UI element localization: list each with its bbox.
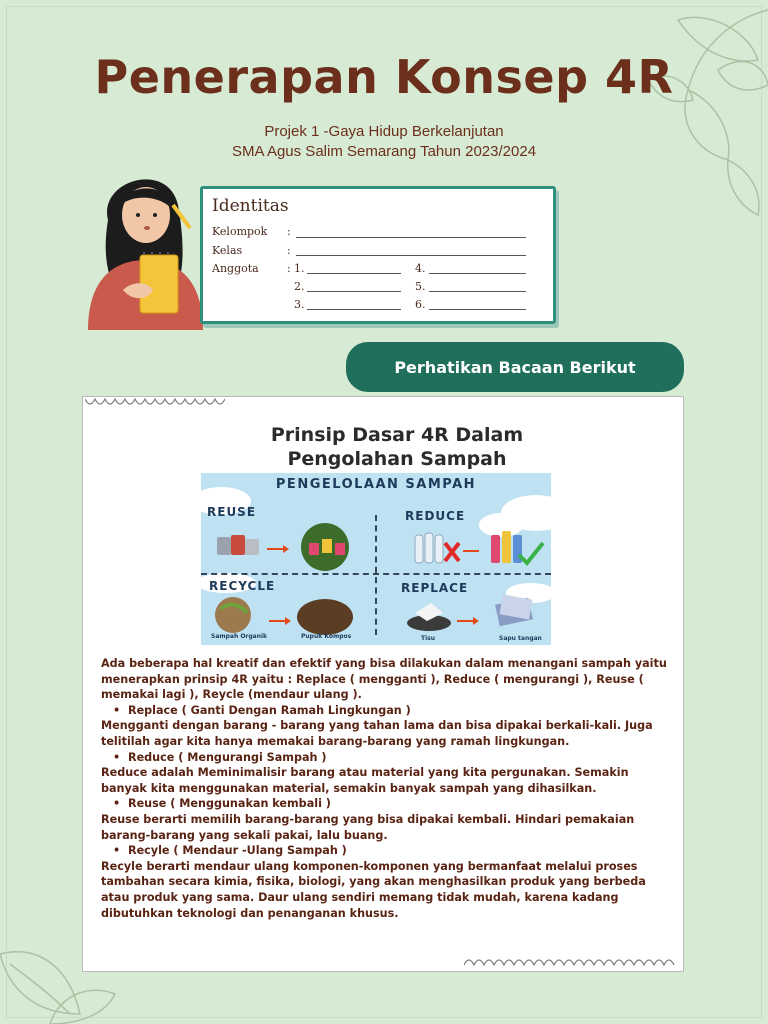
reading-title <box>83 423 683 471</box>
paragraph-recycle: Recyle berarti mendaur ulang komponen-komponen yang bermanfaat melalui proses tambahan secara kimia, fisika, biologi, yang akan menghasilkan produk yang berbeda atau produk yang sama. Daur ulang sendiri memang tidak mudah, karena kadang dibutuhkan teknologi dan penanganan khusus. <box>101 859 646 920</box>
member-field-3[interactable] <box>307 309 401 310</box>
identity-title: Identitas <box>212 196 289 216</box>
reuse-label: REUSE <box>207 505 257 519</box>
reading-body <box>101 656 671 921</box>
caption-handkerchief: Sapu tangan <box>499 635 542 642</box>
paragraph-reuse: Reuse berarti memilih barang-barang yang bisa dipakai kembali. Hindari pemakaian barang-barang yang sekali pakai, lalu buang. <box>101 812 635 842</box>
reduce-label: REDUCE <box>405 509 466 523</box>
members-label: Anggota <box>212 262 259 275</box>
paragraph-intro: Ada beberapa hal kreatif dan efektif yang bisa dilakukan dalam menangani sampah yaitu menerapkan prinsip 4R yaitu : Replace ( mengganti ), Reduce ( mengurangi ), Reuse ( memakai lagi ), Reycle (mendaur ulang ). <box>101 657 667 702</box>
page-subtitle <box>0 122 768 162</box>
page-title: Penerapan Konsep 4R <box>94 50 674 104</box>
replace-label: REPLACE <box>401 581 469 595</box>
members-colon: : <box>287 262 291 275</box>
bullet-reduce: • Reduce ( Mengurangi Sampah ) <box>101 750 671 766</box>
reading-title-line2: Pengolahan Sampah <box>287 448 507 470</box>
paragraph-replace: Mengganti dengan barang - barang yang tahan lama dan bisa dipakai berkali-kali. Juga telitilah agar kita hanya memakai barang-barang yang ramah lingkungan. <box>101 719 653 748</box>
paragraph-reduce: Reduce adalah Meminimalisir barang atau material yang kita pergunakan. Semakin banyak kita menggunakan material, semakin banyak sampah yang dihasilkan. <box>101 766 629 795</box>
scallop-border-icon <box>85 397 225 411</box>
recycle-label: RECYCLE <box>209 579 276 593</box>
member-number: 4. <box>415 262 426 275</box>
member-number: 1. <box>294 262 305 275</box>
class-field[interactable] <box>296 255 526 256</box>
caption-organic: Sampah Organik <box>211 633 268 640</box>
member-field-2[interactable] <box>307 291 401 292</box>
group-colon: : <box>287 225 291 238</box>
group-label: Kelompok <box>212 225 268 238</box>
member-number: 3. <box>294 298 305 311</box>
leaf-decoration-icon <box>618 0 768 220</box>
caption-tissue: Tisu <box>421 635 435 642</box>
subtitle-project: Projek 1 -Gaya Hidup Berkelanjutan <box>264 123 504 140</box>
member-number: 5. <box>415 280 426 293</box>
member-number: 6. <box>415 298 426 311</box>
bullet-replace: • Replace ( Ganti Dengan Ramah Lingkungan ) <box>101 703 671 719</box>
infographic-heading: PENGELOLAAN SAMPAH <box>275 477 477 492</box>
bullet-recycle: • Recyle ( Mendaur -Ulang Sampah ) <box>101 843 671 859</box>
bullet-reuse: • Reuse ( Menggunakan kembali ) <box>101 796 671 812</box>
class-colon: : <box>287 244 291 257</box>
member-field-4[interactable] <box>429 273 526 274</box>
recycling-items-icon <box>201 473 551 645</box>
reading-card <box>82 396 684 972</box>
caption-compost: Pupuk Kompos <box>301 633 352 640</box>
waste-management-infographic <box>201 473 551 645</box>
group-field[interactable] <box>296 237 526 238</box>
subtitle-school: SMA Agus Salim Semarang Tahun 2023/2024 <box>231 143 537 160</box>
identity-card <box>200 186 556 324</box>
class-label: Kelas <box>212 244 243 257</box>
scallop-border-icon <box>464 953 679 967</box>
reading-title-line1: Prinsip Dasar 4R Dalam <box>270 424 524 446</box>
member-field-6[interactable] <box>429 309 526 310</box>
girl-illustration-icon <box>78 160 208 330</box>
member-field-1[interactable] <box>307 273 401 274</box>
reading-banner: Perhatikan Bacaan Berikut <box>346 342 684 392</box>
member-field-5[interactable] <box>429 291 526 292</box>
member-number: 2. <box>294 280 305 293</box>
